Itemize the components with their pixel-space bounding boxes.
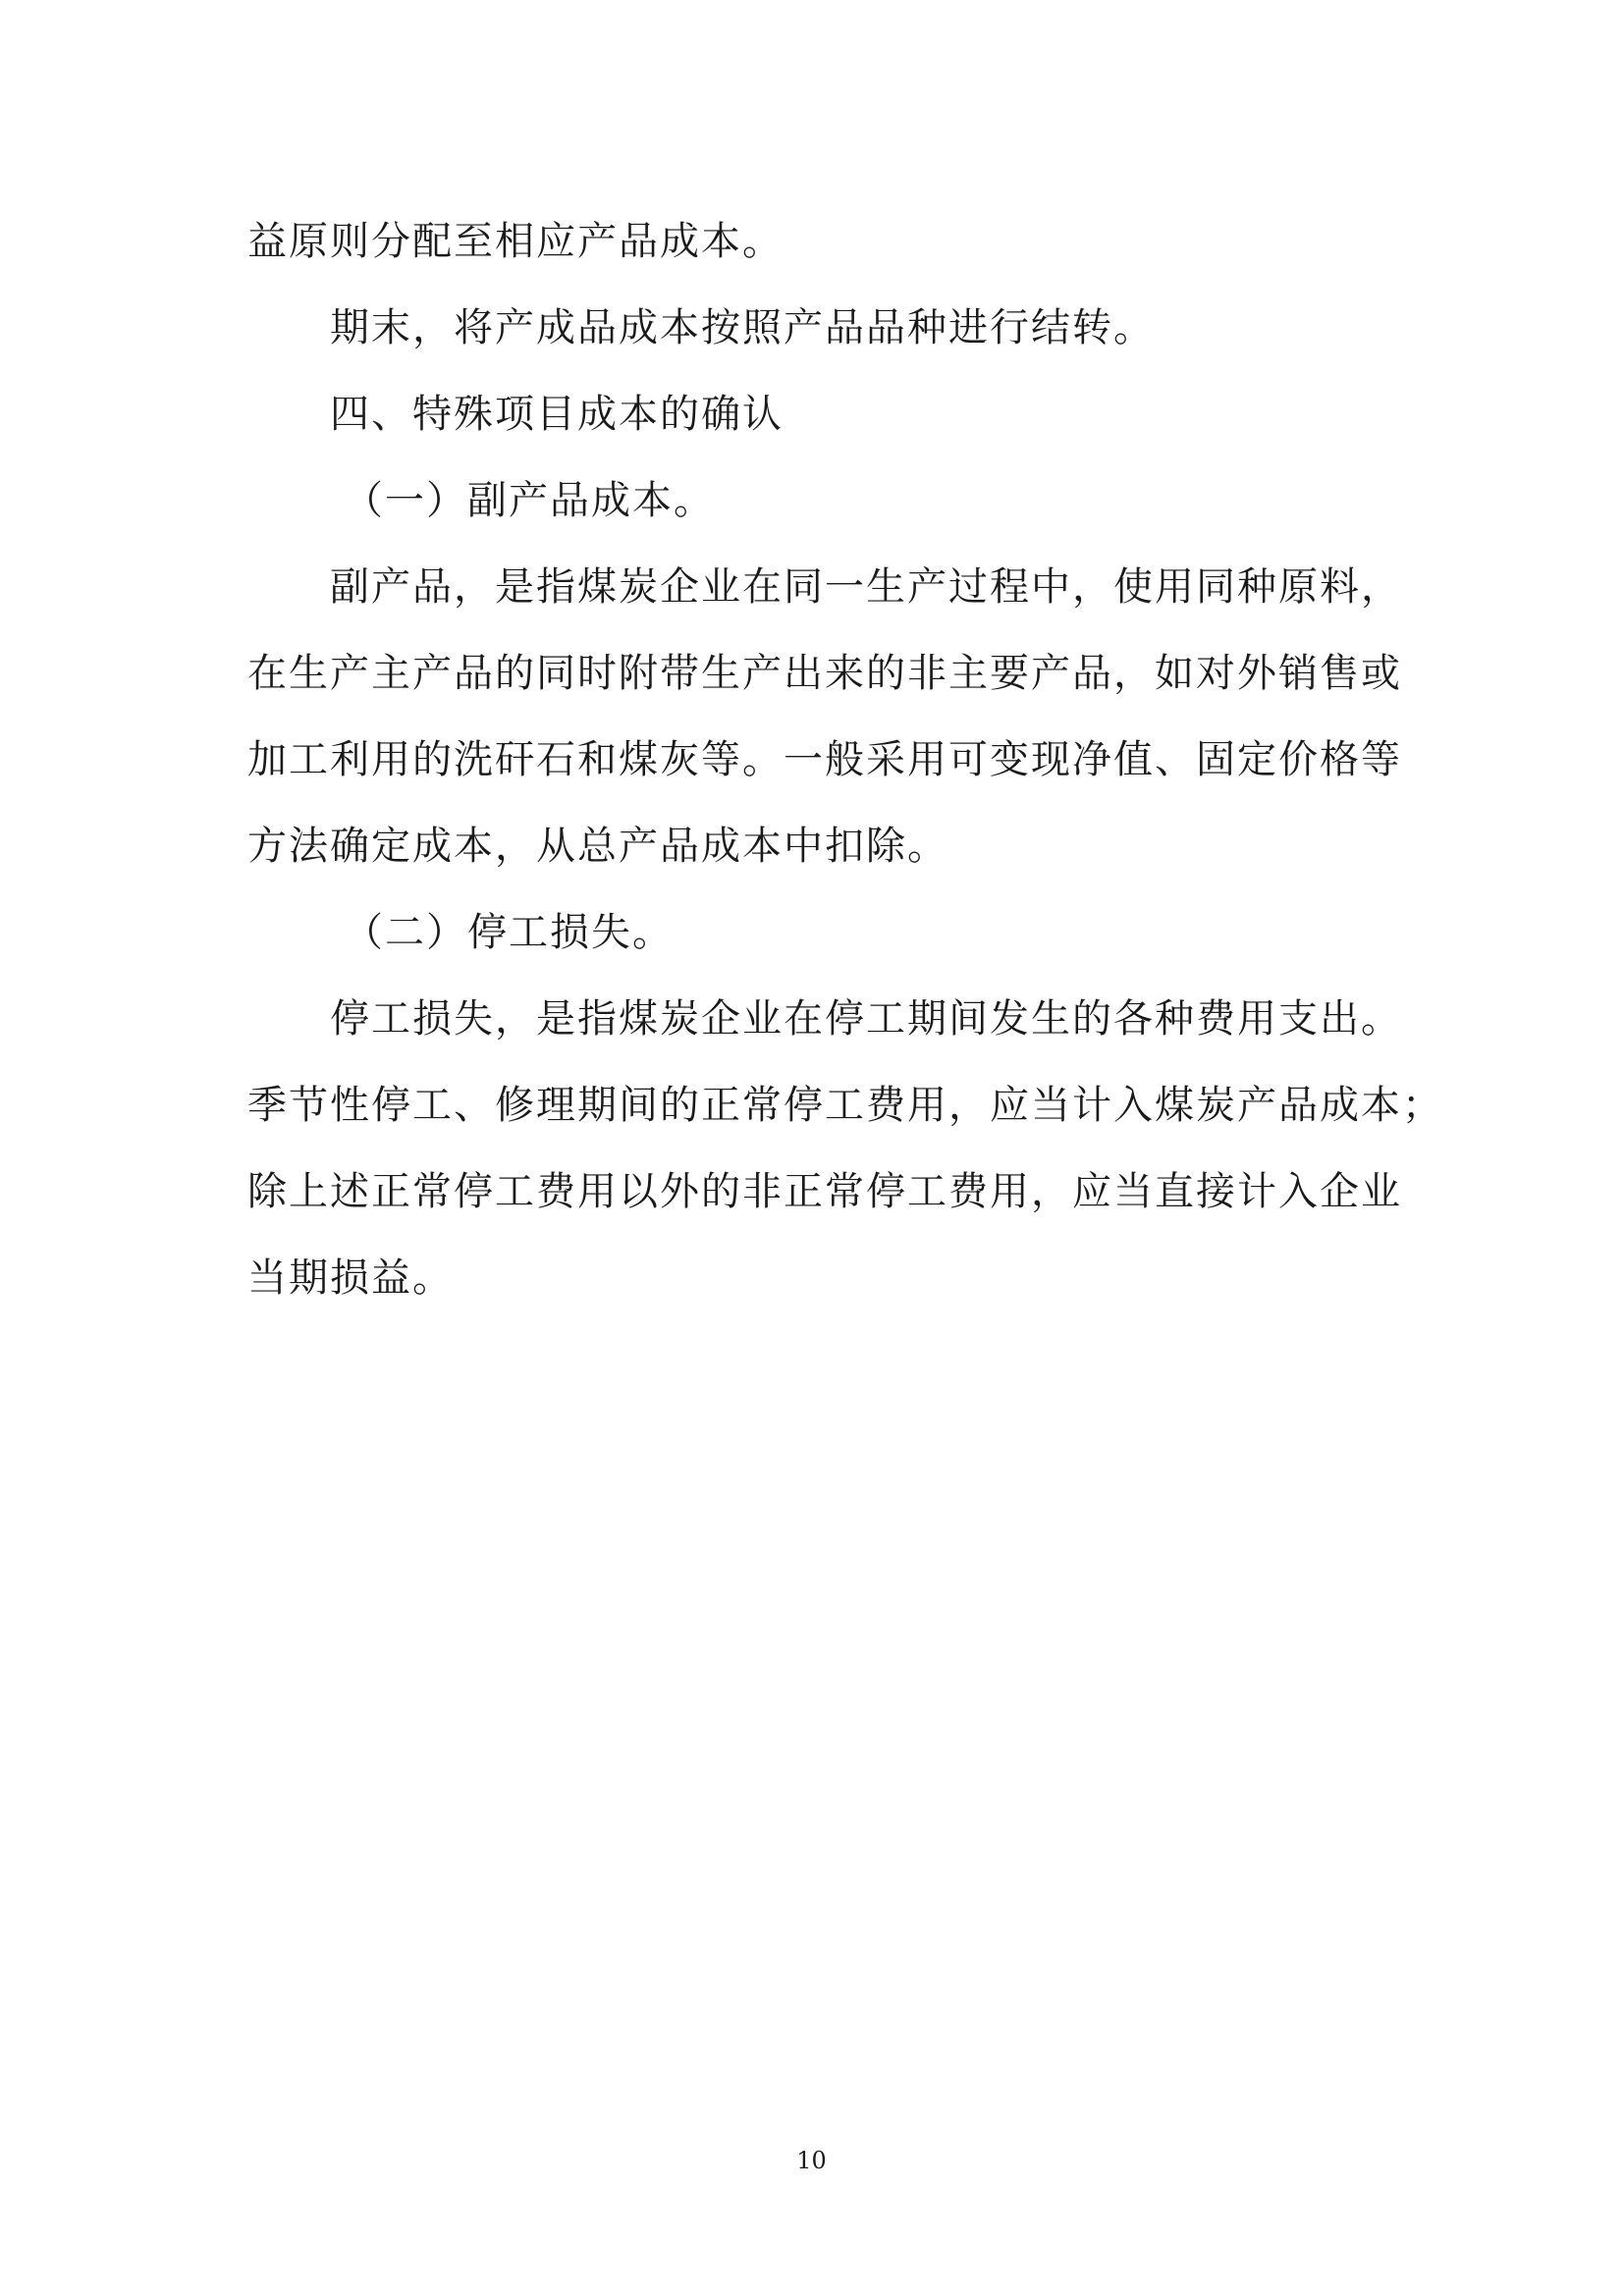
paragraph-period-end-line: 期末，将产成品成本按照产品品种进行结转。: [330, 305, 1155, 350]
paragraph-shutdown-line-3: 除上述正常停工费用以外的非正常停工费用，应当直接计入企业: [247, 1169, 1402, 1214]
page-number: 10: [796, 2147, 827, 2174]
paragraph-shutdown-line-1: 停工损失，是指煤炭企业在停工期间发生的各种费用支出。: [330, 996, 1402, 1041]
paragraph-by-products-line-1: 副产品，是指煤炭企业在同一生产过程中，使用同种原料，: [330, 564, 1402, 610]
paragraph-by-products-line-2: 在生产主产品的同时附带生产出来的非主要产品，如对外销售或: [247, 651, 1402, 696]
paragraph-by-products-line-3: 加工利用的洗矸石和煤灰等。一般采用可变现净值、固定价格等: [247, 737, 1402, 782]
paragraph-shutdown-line-2: 季节性停工、修理期间的正常停工费用，应当计入煤炭产品成本；: [247, 1083, 1443, 1128]
paragraph-continuation-line: 益原则分配至相应产品成本。: [247, 219, 784, 264]
subsection-heading-shutdown-losses: （二）停工损失。: [344, 910, 674, 955]
subsection-heading-by-products: （一）副产品成本。: [344, 478, 715, 523]
paragraph-by-products-line-4: 方法确定成本，从总产品成本中扣除。: [247, 824, 948, 869]
paragraph-shutdown-line-4: 当期损益。: [247, 1255, 454, 1301]
section-heading-four: 四、特殊项目成本的确认: [330, 392, 784, 437]
